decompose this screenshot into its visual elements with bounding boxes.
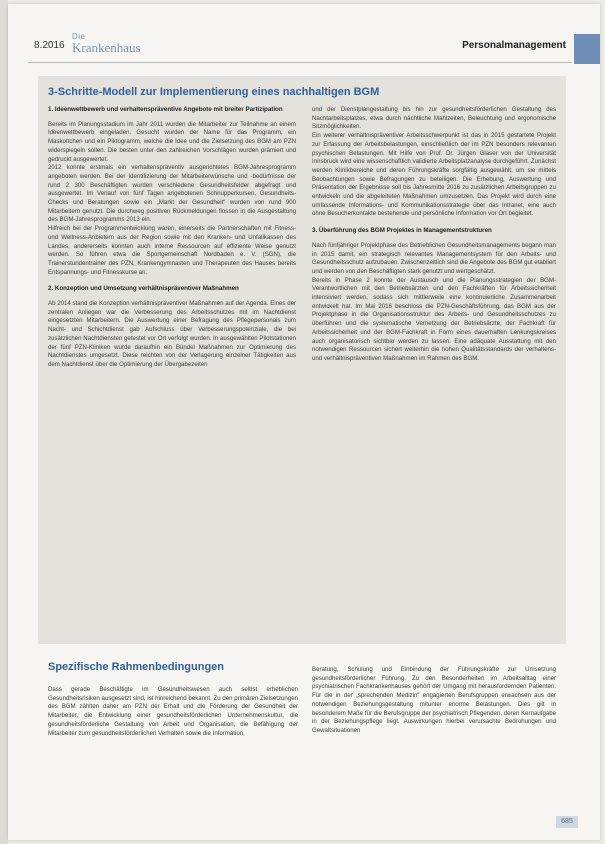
spacer — [312, 219, 556, 227]
info-box-right-column — [312, 106, 556, 364]
header-divider — [28, 62, 572, 63]
info-box-title: 3-Schritte-Modell zur Implementierung eines nachhaltigen BGM — [48, 86, 380, 98]
body-paragraph: 2012 konnte erstmals ein verhaltenspräventiv ausgerichtetes BGM-Jahresprogramm angeboten werden. Bei der Identifizierung der Mitarbeiterwünsche und -bedürfnisse der rund 2 300 Beschäftigten wurden verschiedene Gesundheitsfelder abgefragt und ausgewertet. Im Verlauf von fünf Tagen angebotenen Schnupperkursen, Gesundheits-Checks und Beratungen sowie ein „Markt der Gesundheit“ wurden von rund 900 Mitarbeitern genutzt. Die durchweg positiven Rückmeldungen flossen in die Ausgestaltung des BGM-Jahresprogramms 2013 ein. — [48, 164, 296, 224]
subsection-heading: 3. Überführung des BGM Projektes in Managementstrukturen — [312, 227, 492, 235]
subsection-heading: 1. Ideenwettbewerb und verhaltenspräventive Angebote mit breiter Partizipation — [48, 106, 283, 113]
body-paragraph: Bereits in Phase 2 konnte der Austausch und die Planungsstrategien der BGM-Verantwortlichen mit den Betriebsärzten und den Fachkräften für Arbeitssicherheit intensiviert werden, sodass sich mittlerweile eine kontinuierliche Zusammenarbeit entwickelt hat. Im Mai 2016 beschloss die PZN-Geschäftsführung, das BGM aus der Projektphase in die Organisationsstruktur des Arbeits- und Gesundheitsschutzes zu überführen und die systematische Vernetzung der Betriebsärzte, der Fachkraft für Arbeitssicherheit und der BGM-Fachkraft in Form eines dauerhaften Lenkungskreises auch organisatorisch sichtbar werden zu lassen. Eine adäquate Ausstattung mit den notwendigen Ressourcen sichert weiterhin die hohen Qualitätsstandards der verhaltens- und verhältnispräventiven Maßnahmen im Rahmen des BGM. — [312, 276, 556, 362]
section-left-column — [48, 686, 298, 738]
body-paragraph: und der Dienstplangestaltung bis hin zur gesundheitsförderlichen Gestaltung des Nachtarbeitsplatzes, etwa durch nächtliche Mahlzeiten, Beleuchtung und ergonomische Sitzmöglichkeiten. — [312, 106, 556, 131]
spacer — [48, 277, 296, 285]
section-tab-marker — [574, 34, 600, 64]
info-box-left-column — [48, 106, 296, 370]
page-number: 685 — [556, 816, 578, 828]
body-paragraph: Nach fünfjähriger Projektphase des Betrieblichen Gesundheitsmanagements begann man in 2015 damit, ein strategisch relevantes Managementsystem für den Arbeits- und Gesundheitsschutz aufzubauen. Zwischenzeitlich sind die Angebote des BGM gut etabliert und werden von den Beschäftigten stark genutzt und wertgeschätzt. — [312, 241, 556, 275]
subsection-heading: 2. Konzeption und Umsetzung verhältnispräventiver Maßnahmen — [48, 285, 239, 293]
section-title: Spezifische Rahmenbedingungen — [48, 661, 225, 673]
body-paragraph: Ab 2014 stand die Konzeption verhältnispräventiver Maßnahmen auf der Agenda. Eines der zentralen Anliegen war die Verbesserung des Arbeitsschutzes mit im Nachtdienst eingesetzten Mitarbeitern. Die Auswertung einer Befragung des Pflegepersonals zum Nacht- und Schichtdienst gab Aufschluss über Verbesserungspotenziale, die bei zusätzlichen Nachtdiensten getestet vor Ort verfolgt wurden. In ausgewählten Pilotstationen der fünf PZN-Kliniken wurde daraufhin ein Bündel Maßnahmen zur Optimierung des Nachtdienstes umgesetzt. Diese reichten von der Verlagerung einzelner Tätigkeiten aus dem Nachtdienst über die Optimierung der Übergabezeiten — [48, 300, 296, 368]
body-paragraph: Bereits im Planungsstadium im Jahr 2011 wurden die Mitarbeiter zur Teilnahme an einem Ideenwettbewerb eingeladen. Gesucht wurden der Name für das Programm, ein Maskottchen und ein Piktogramm, welche die Idee und die Zielsetzung des BGM am PZN widerspiegeln sollen. Die besten unter den zahlreichen Vorschlägen wurden prämiert und gedruckt ausgewertet. — [48, 120, 296, 163]
section-left-paragraph: Dass gerade Beschäftigte im Gesundheitswesen auch selbst erheblichen Gesundheitsrisiken ausgesetzt sind, ist hinreichend bekannt. Zu den primären Zielsetzungen des BGM zählten daher am PZN der Erhalt und die Förderung der Gesundheit der Mitarbeiter, die Entwicklung einer gesundheitsförderlichen Unternehmenskultur, die gesundheitsförderliche Gestaltung von Arbeit und Organisation, die Befähigung der Mitarbeiter zum gesundheitsförderlichen Verhalten sowie die Information, — [48, 686, 298, 737]
magazine-page — [8, 4, 600, 840]
magazine-logo — [72, 32, 141, 58]
body-paragraph: Ein weiterer verhältnispräventiver Arbeitsschwerpunkt ist das in 2015 gestartete Projekt zur Erfassung der Arbeitsbelastungen, einschließlich der im PZN besonders relevanten psychischen Belastungen. Mit Hilfe von Prof. Dr. Jürgen Glaser von der Universität Innsbruck wird eine wissenschaftlich validierte Arbeitsplatzanalyse durchgeführt. Zunächst werden Klinikbereiche und deren Führungskräfte sorgfältig ausgewählt, um sie mittels Beobachtungen sowie Befragungen zu beteiligen. Die Erhebung, Auswertung und Präsentation der Ergebnisse soll bis Jahresmitte 2016 zu zusätzlichen Arbeitsgruppen zu entwickeln und die abgeleiteten Maßnahmen umzusetzen. Das Projekt wird durch eine umfassende Informations- und Kommunikationsstrategie über das Intranet, eine auch ohne Besucherkontakte bestehende und persönliche Information vor Ort begleitet. — [312, 132, 556, 218]
section-right-paragraph: Beratung, Schulung und Einbindung der Führungskräfte zur Umsetzung gesundheitsförderlicher Führung. Zu den Besonderheiten im Arbeitsalltag einer psychiatrischen Fachkrankenhauses gehört der Umgang mit herausfordernden Patienten. Für die in der „sprechenden Medizin“ engagierten Berufsgruppen erwachsen aus der notwendigen Beziehungsgestaltung mitunter enorme Belastungen. Dies gilt in besonderem Maße für die Berufsgruppe der psychiatrisch Pflegenden, deren Kernaufgabe in der Beziehungspflege liegt. Auswirkungen hierbei verursachte Bedrohungen und Gewaltsituationen — [312, 666, 556, 734]
page-header — [8, 28, 600, 62]
section-right-column — [312, 666, 556, 736]
scan-edge — [0, 0, 8, 844]
body-paragraph: Hilfreich bei der Programmentwicklung waren, einerseits die Partnerschaften mit Fitness- und Wellness-Anbietern aus der Region sowie mit den Kranken- und Unfallkassen des Landes, andererseits konnten auch interne Ressourcen auf effiziente Weise genutzt werden. So führen etwa die Sportgemeinschaft Nordbaden e. V. (SGN), die Trainerstundentrainer des PZN, Krankengymnasten und Therapeuten des Hauses bereits Entspannungs- und Fitnesskurse an. — [48, 225, 296, 276]
logo-top-text: Die — [72, 32, 86, 41]
section-label: Personalmanagement — [462, 40, 566, 51]
issue-date: 8.2016 — [34, 40, 65, 51]
logo-main-text: Krankenhaus — [72, 40, 141, 55]
